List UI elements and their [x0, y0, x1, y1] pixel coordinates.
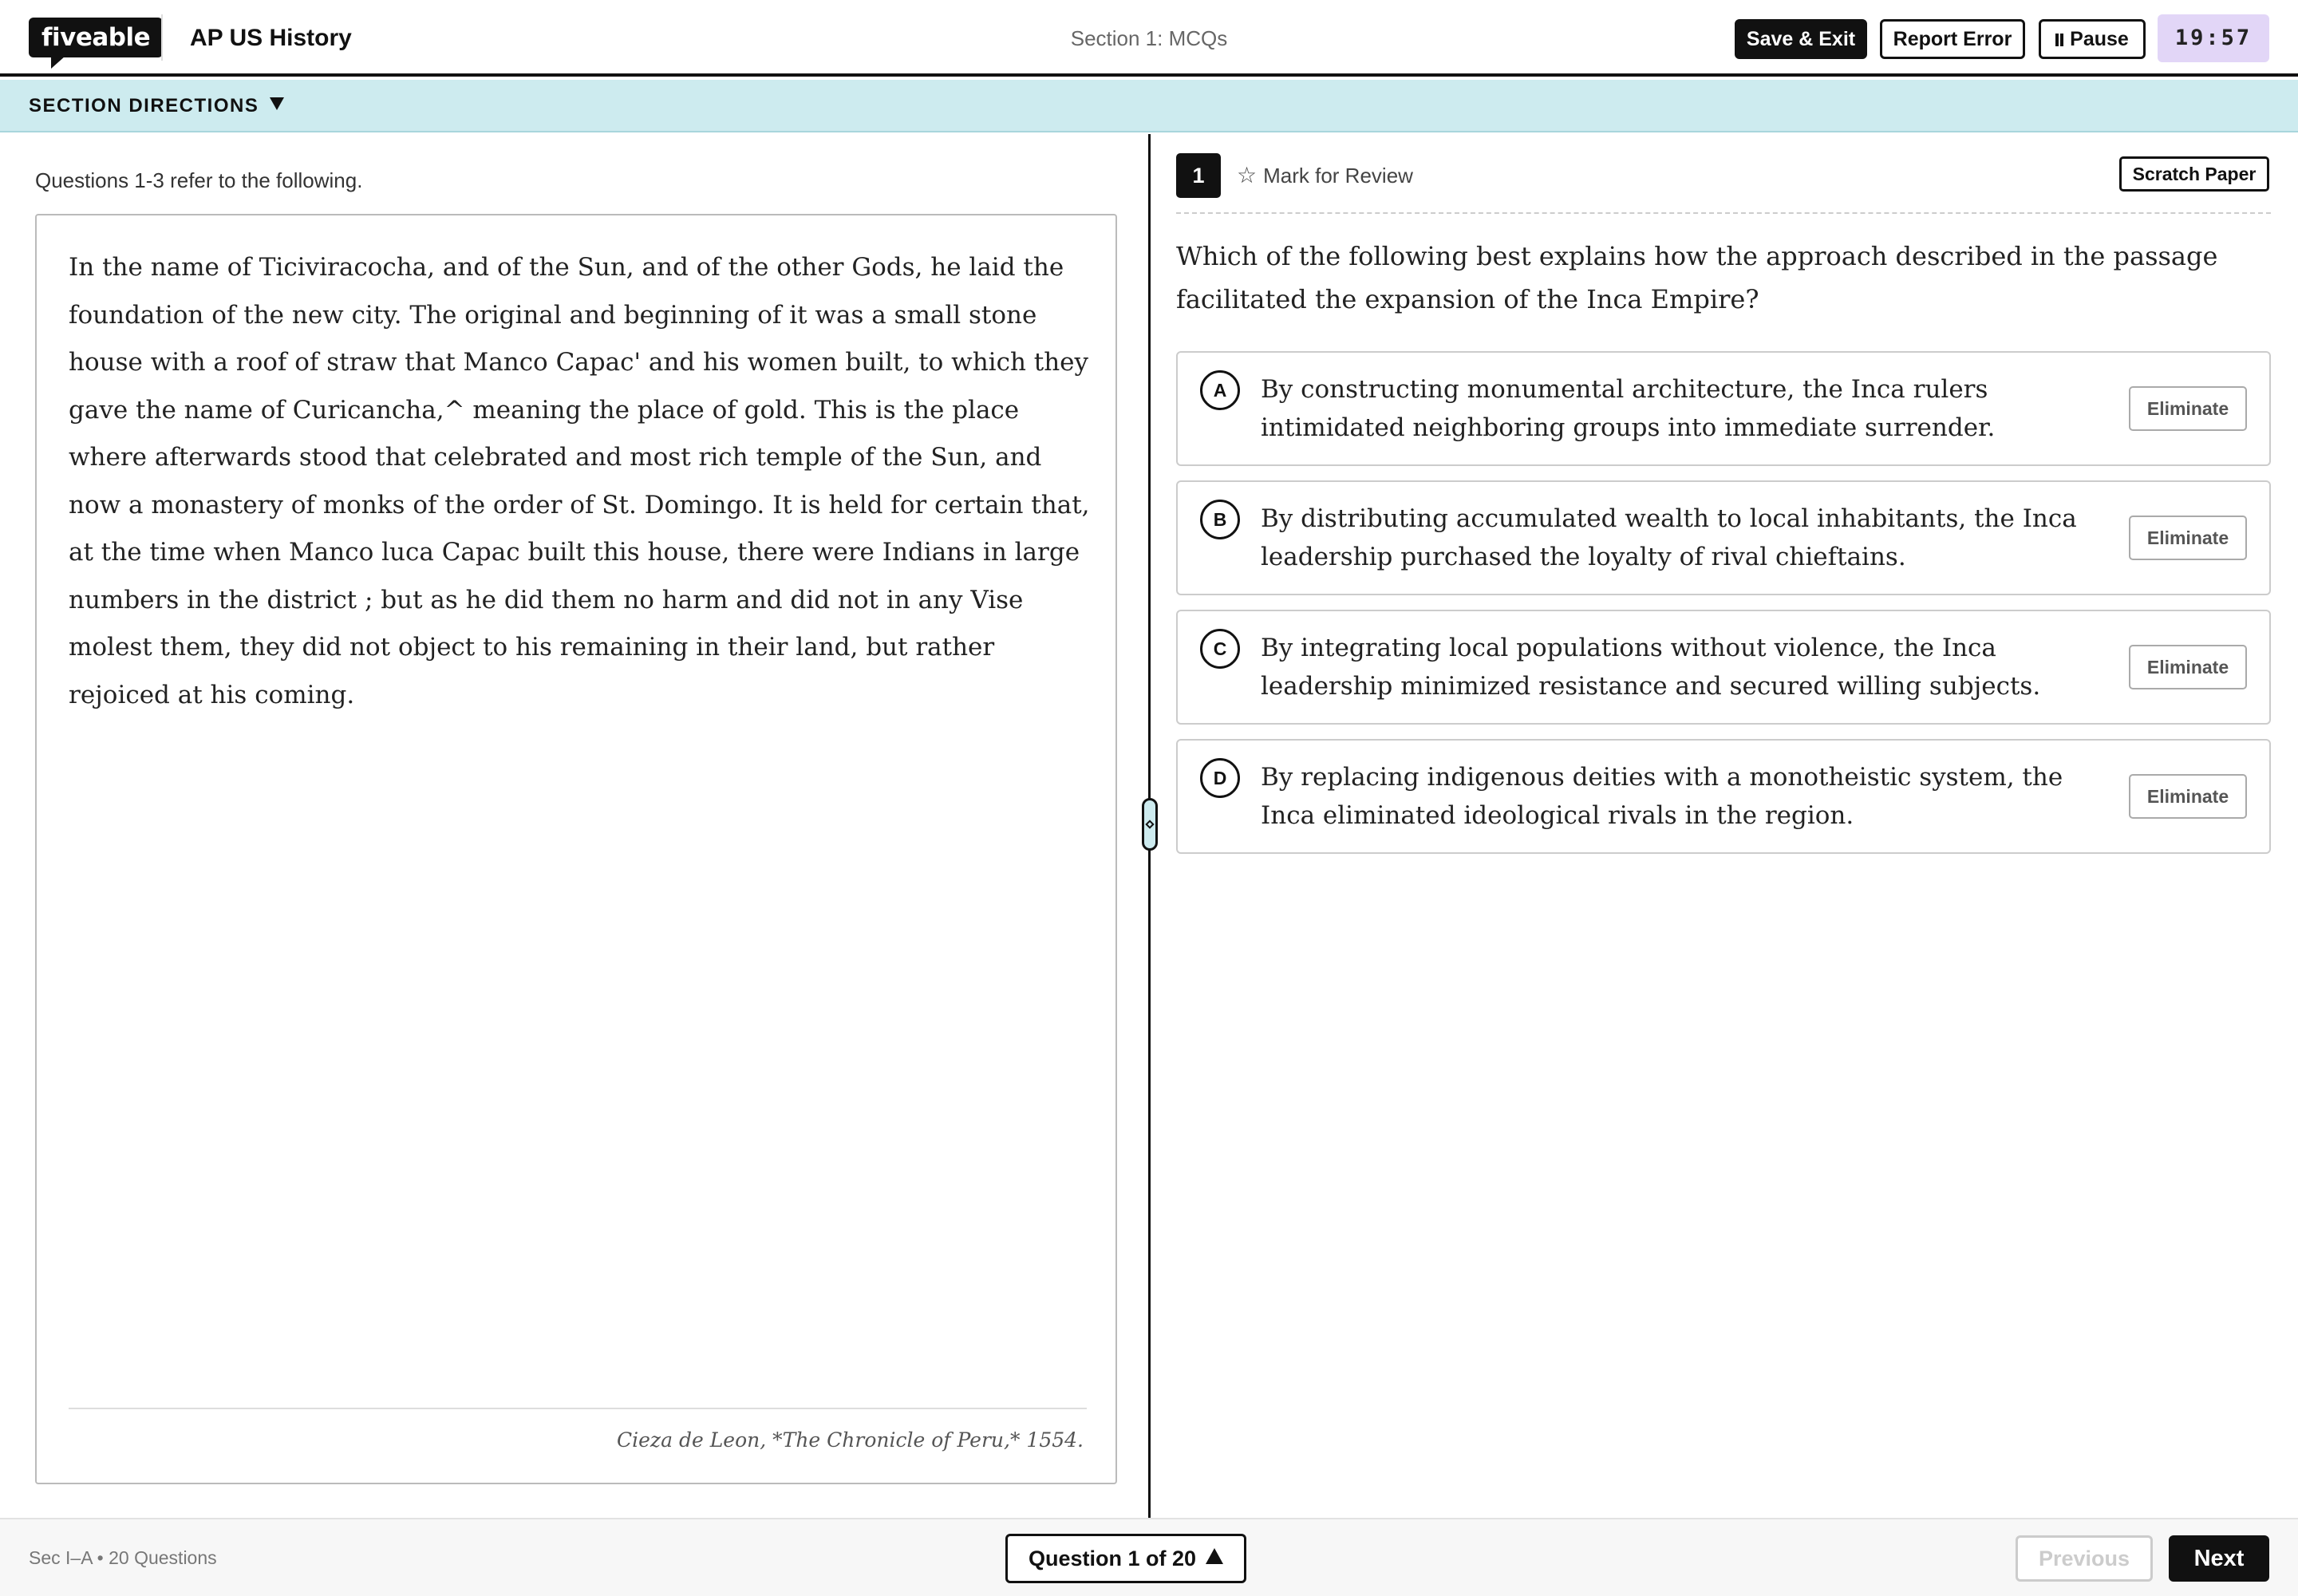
passage-box	[35, 214, 1117, 1484]
star-outline-icon: ☆	[1237, 163, 1258, 188]
eliminate-button[interactable]: Eliminate	[2129, 516, 2247, 560]
passage-citation: Cieza de Leon, *The Chronicle of Peru,* 1554.	[617, 1428, 1084, 1452]
mark-for-review-toggle[interactable]	[1237, 158, 1413, 193]
passage-intro: Questions 1-3 refer to the following.	[35, 168, 363, 192]
course-title: AP US History	[190, 25, 352, 51]
section-directions-bar[interactable]	[0, 80, 2298, 132]
question-navigator-button[interactable]	[1005, 1534, 1246, 1583]
eliminate-button[interactable]: Eliminate	[2129, 386, 2247, 431]
question-header-divider	[1176, 212, 2271, 214]
eliminate-button[interactable]: Eliminate	[2129, 774, 2247, 819]
header-divider	[161, 14, 163, 61]
answer-option-a[interactable]	[1176, 351, 2271, 466]
bottom-footer	[0, 1518, 2298, 1596]
caret-down-icon	[270, 97, 284, 110]
caret-up-icon	[1206, 1548, 1223, 1564]
passage-pane	[0, 134, 1149, 1518]
section-info: Sec I–A • 20 Questions	[29, 1547, 217, 1568]
eliminate-button[interactable]: Eliminate	[2129, 645, 2247, 689]
passage-text: In the name of Ticiviracocha, and of the Sun, and of the other Gods, he laid the foundation of the new city. The original and beginning of it was a small stone house with a roof of straw that Manco Capac' and his women built, to which they gave the name of Curicancha,^ meaning the place of gold. This is the place where afterwards stood that celebrated and most rich temple of the Sun, and now a monastery of monks of the order of St. Domingo. It is held for certain that, at the time when Manco luca Capac built this house, there were Indians in large numbers in the district ; but as he did them no harm and did not in any Vise molest them, they did not object to his remaining in their land, but rather rejoiced at his coming.	[69, 253, 1090, 709]
option-text: By replacing indigenous deities with a monotheistic system, the Inca eliminated ideological rivals in the region.	[1261, 763, 2063, 830]
next-button[interactable]: Next	[2169, 1535, 2269, 1582]
question-stem: Which of the following best explains how the approach described in the passage facilitated the expansion of the Inca Empire?	[1176, 241, 2218, 314]
question-pane	[1151, 134, 2298, 1518]
answer-option-c[interactable]	[1176, 610, 2271, 725]
option-text: By distributing accumulated wealth to local inhabitants, the Inca leadership purchased the loyalty of rival chieftains.	[1261, 504, 2077, 571]
option-letter-badge: A	[1200, 370, 1240, 410]
mark-for-review-label: Mark for Review	[1263, 164, 1413, 188]
question-navigator-label: Question 1 of 20	[1028, 1547, 1197, 1570]
pause-button[interactable]	[2039, 19, 2146, 59]
section-label: Section 1: MCQs	[1070, 26, 1228, 50]
answer-option-b[interactable]	[1176, 480, 2271, 595]
previous-button[interactable]: Previous	[2016, 1535, 2153, 1582]
option-letter-badge: B	[1200, 500, 1240, 539]
option-text: By constructing monumental architecture, the Inca rulers intimidated neighboring groups into immediate surrender.	[1261, 375, 1996, 442]
option-letter-badge: C	[1200, 629, 1240, 669]
report-error-button[interactable]: Report Error	[1880, 19, 2025, 59]
section-directions-label: SECTION DIRECTIONS	[29, 95, 259, 117]
pause-label: Pause	[2070, 28, 2129, 50]
save-exit-button[interactable]: Save & Exit	[1735, 19, 1867, 59]
option-letter-badge: D	[1200, 758, 1240, 798]
option-text: By integrating local populations without violence, the Inca leadership minimized resistance and secured willing subjects.	[1261, 634, 2041, 701]
fiveable-logo[interactable]: fiveable	[29, 18, 163, 57]
scratch-paper-button[interactable]: Scratch Paper	[2119, 156, 2269, 192]
section-directions-toggle[interactable]	[29, 94, 284, 118]
citation-divider	[69, 1408, 1087, 1409]
answer-option-d[interactable]	[1176, 739, 2271, 854]
pause-icon	[2055, 34, 2063, 46]
exam-timer: 19:57	[2158, 14, 2269, 62]
question-number-badge: 1	[1176, 153, 1221, 198]
top-header	[0, 0, 2298, 77]
